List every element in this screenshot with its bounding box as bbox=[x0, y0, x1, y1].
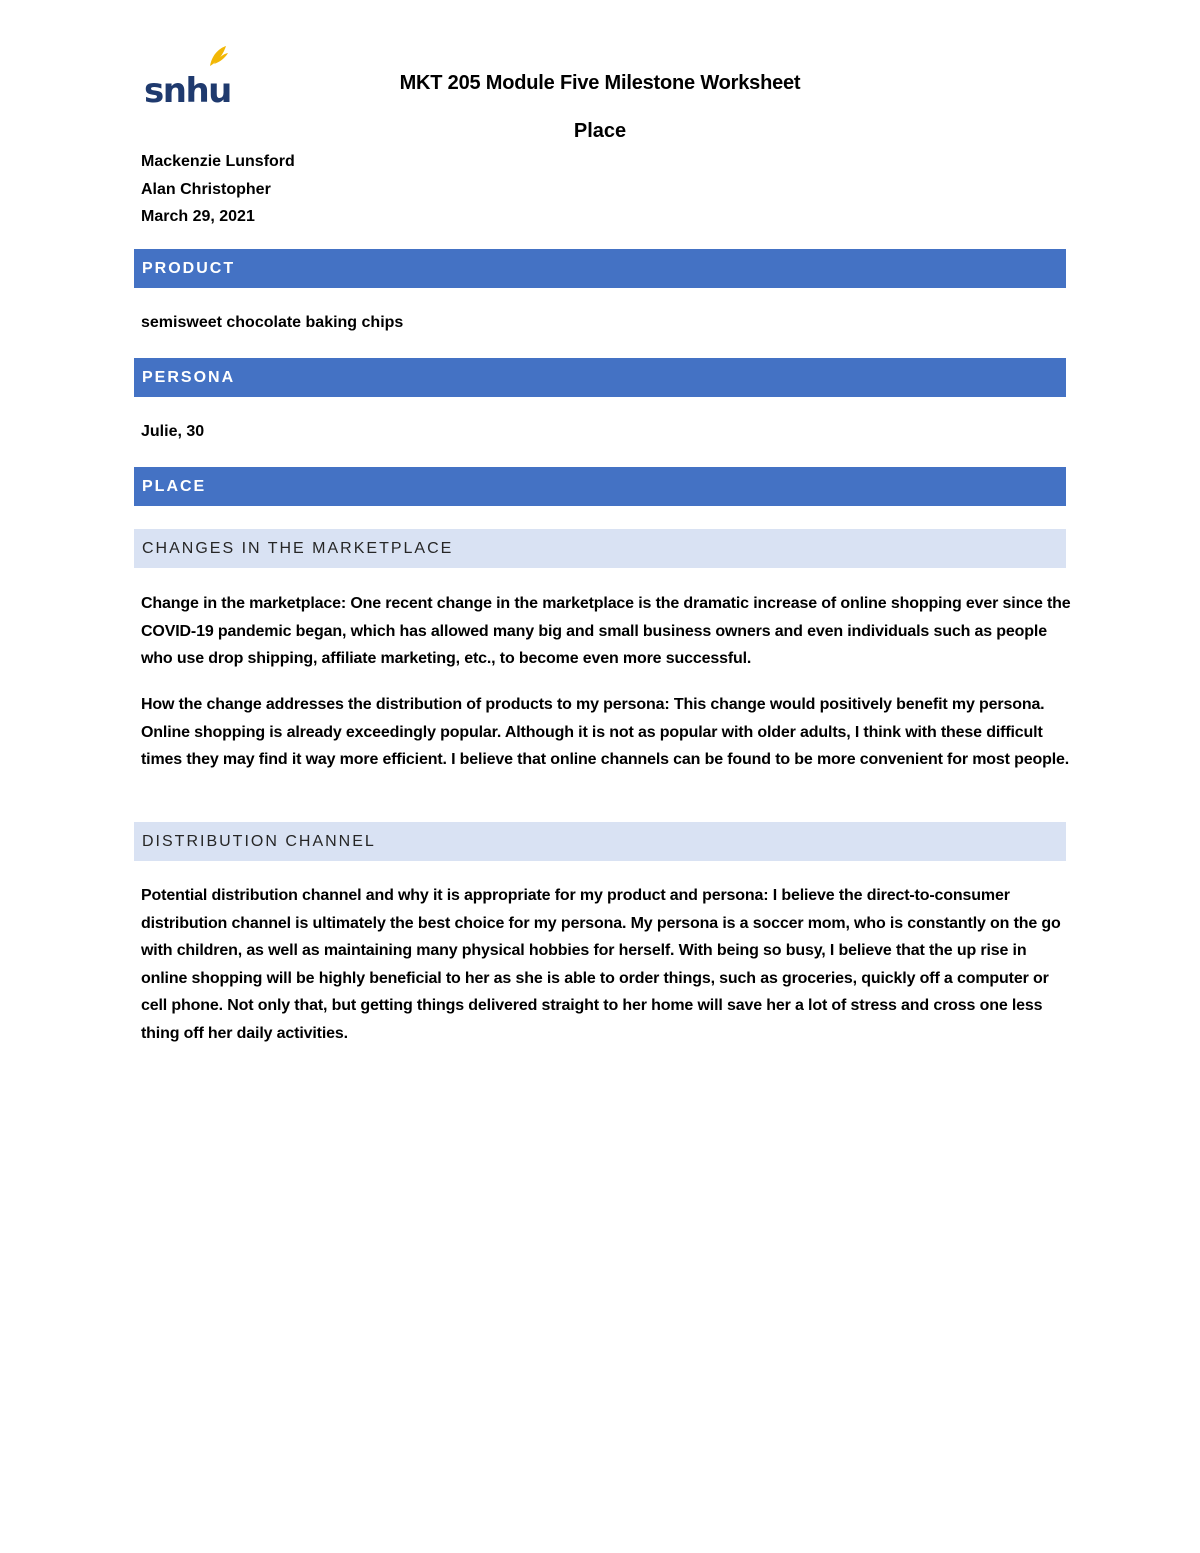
persona-answer: Julie, 30 bbox=[141, 423, 205, 440]
submission-date: March 29, 2021 bbox=[141, 208, 255, 225]
marketplace-change-paragraph: Change in the marketplace: One recent change in the marketplace is the dramatic increase of online shopping ever since the COVID-19 pandemic began, which has allowed many big and small business owners and even individuals such as people who use drop shipping, affiliate marketing, etc., to become even more successful. bbox=[141, 595, 1071, 668]
instructor-name: Alan Christopher bbox=[141, 180, 271, 198]
document-subtitle: Place bbox=[573, 120, 627, 142]
distribution-impact-paragraph: How the change addresses the distribution of products to my persona: This change would positively benefit my persona. Online shopping is already exceedingly popular. Although it is not as popular with older adults, I think with these difficult times they may find it way more efficient. I believe that online channels can be found to be more convenient for most people. bbox=[141, 696, 1070, 769]
changes-heading: CHANGES IN THE MARKETPLACE bbox=[134, 529, 1066, 568]
product-answer: semisweet chocolate baking chips bbox=[141, 314, 404, 331]
place-heading: PLACE bbox=[134, 467, 1066, 506]
author-block bbox=[141, 148, 295, 231]
persona-heading: PERSONA bbox=[134, 358, 1066, 397]
distribution-channel-paragraph: Potential distribution channel and why it is appropriate for my product and persona: I believe the direct-to-consumer distribution channel is ultimately the best choice for my persona. My persona is a soccer mom, who is constantly on the go with children, as well as maintaining many physical hobbies for herself. With being so busy, I believe that the up rise in online shopping will be highly beneficial to her as she is able to order things, such as groceries, quickly off a computer or cell phone. Not only that, but getting things delivered straight to her home will save her a lot of stress and cross one less thing off her daily activities. bbox=[141, 887, 1061, 1042]
student-name: Mackenzie Lunsford bbox=[141, 153, 295, 170]
product-heading: PRODUCT bbox=[134, 249, 1066, 288]
distribution-channel-heading: DISTRIBUTION CHANNEL bbox=[134, 822, 1066, 861]
document-title: MKT 205 Module Five Milestone Worksheet bbox=[399, 72, 801, 94]
logo-wordmark: snhu bbox=[144, 71, 231, 110]
